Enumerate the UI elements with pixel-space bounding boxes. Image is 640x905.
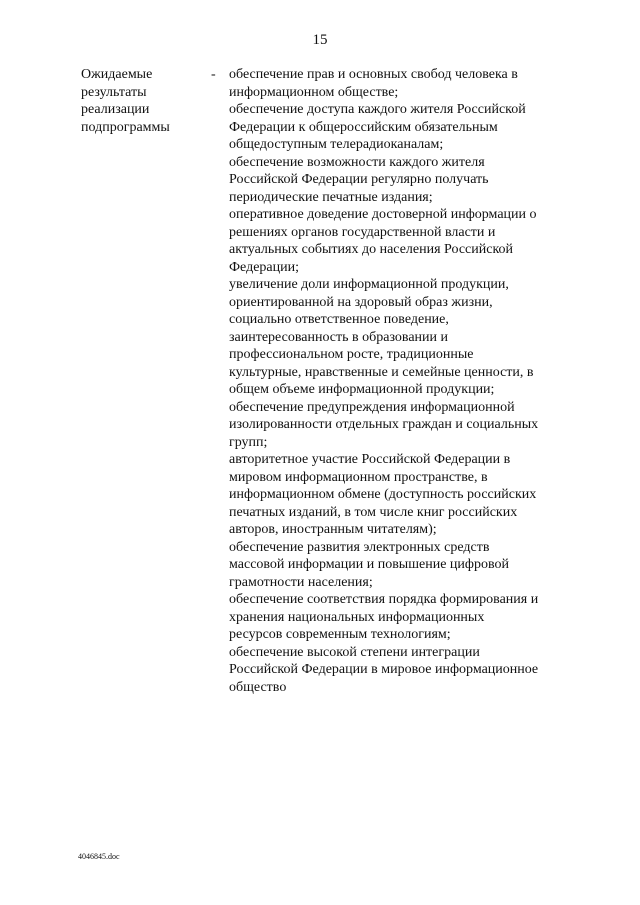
text-line: грамотности населения; bbox=[229, 574, 373, 590]
text-line: актуальных событиях до населения Российской bbox=[229, 242, 514, 257]
text-line: авторов, иностранным читателям); bbox=[229, 522, 437, 537]
text-line: решениях органов государственной власти и bbox=[229, 224, 496, 240]
text-line: Российской Федерации регулярно получать bbox=[229, 172, 489, 187]
text-line: информационном обмене (доступность российских bbox=[229, 487, 537, 502]
text-line: обеспечение доступа каждого жителя Российской bbox=[229, 102, 526, 117]
section-label-line: реализации bbox=[81, 102, 150, 117]
text-line: обеспечение возможности каждого жителя bbox=[229, 154, 485, 170]
section-label-line: подпрограммы bbox=[81, 119, 170, 135]
expected-results-text bbox=[229, 66, 574, 696]
text-line: социально ответственное поведение, bbox=[229, 312, 449, 327]
page-number: 15 bbox=[312, 32, 328, 48]
text-line: заинтересованность в образовании и bbox=[229, 329, 449, 345]
section-label-line: Ожидаемые bbox=[81, 67, 153, 82]
text-line: обеспечение развития электронных средств bbox=[229, 539, 490, 555]
text-line: Федерации к общероссийским обязательным bbox=[229, 119, 498, 135]
text-line: профессиональном росте, традиционные bbox=[229, 347, 474, 362]
section-label bbox=[81, 66, 201, 136]
text-line: авторитетное участие Российской Федерации в bbox=[229, 452, 511, 467]
text-line: оперативное доведение достоверной информации о bbox=[229, 207, 537, 222]
text-line: общедоступным телерадиоканалам; bbox=[229, 137, 444, 152]
text-line: информационном обществе; bbox=[229, 84, 399, 100]
text-line: общество bbox=[229, 679, 287, 695]
text-line: увеличение доли информационной продукции, bbox=[229, 277, 509, 292]
section-label-line: результаты bbox=[81, 84, 147, 100]
text-line: культурные, нравственные и семейные ценности, в bbox=[229, 364, 534, 380]
text-line: обеспечение соответствия порядка формирования и bbox=[229, 592, 539, 607]
text-line: обеспечение высокой степени интеграции bbox=[229, 644, 480, 660]
text-line: Федерации; bbox=[229, 259, 300, 275]
text-line: мировом информационном пространстве, в bbox=[229, 469, 488, 485]
label-dash: - bbox=[211, 67, 216, 82]
text-line: хранения национальных информационных bbox=[229, 609, 485, 625]
text-line: Российской Федерации в мировое информационное bbox=[229, 662, 539, 677]
text-line: обеспечение прав и основных свобод человека в bbox=[229, 67, 518, 82]
text-line: массовой информации и повышение цифровой bbox=[229, 557, 509, 572]
text-line: групп; bbox=[229, 434, 268, 450]
text-line: ориентированной на здоровый образ жизни, bbox=[229, 294, 493, 310]
text-line: печатных изданий, в том числе книг российских bbox=[229, 504, 518, 520]
text-line: общем объеме информационной продукции; bbox=[229, 382, 495, 397]
text-line: периодические печатные издания; bbox=[229, 189, 433, 205]
text-line: изолированности отдельных граждан и социальных bbox=[229, 417, 539, 432]
text-line: обеспечение предупреждения информационной bbox=[229, 399, 515, 415]
text-line: ресурсов современным технологиям; bbox=[229, 627, 451, 642]
document-filename: 4046845.doc bbox=[78, 852, 120, 861]
